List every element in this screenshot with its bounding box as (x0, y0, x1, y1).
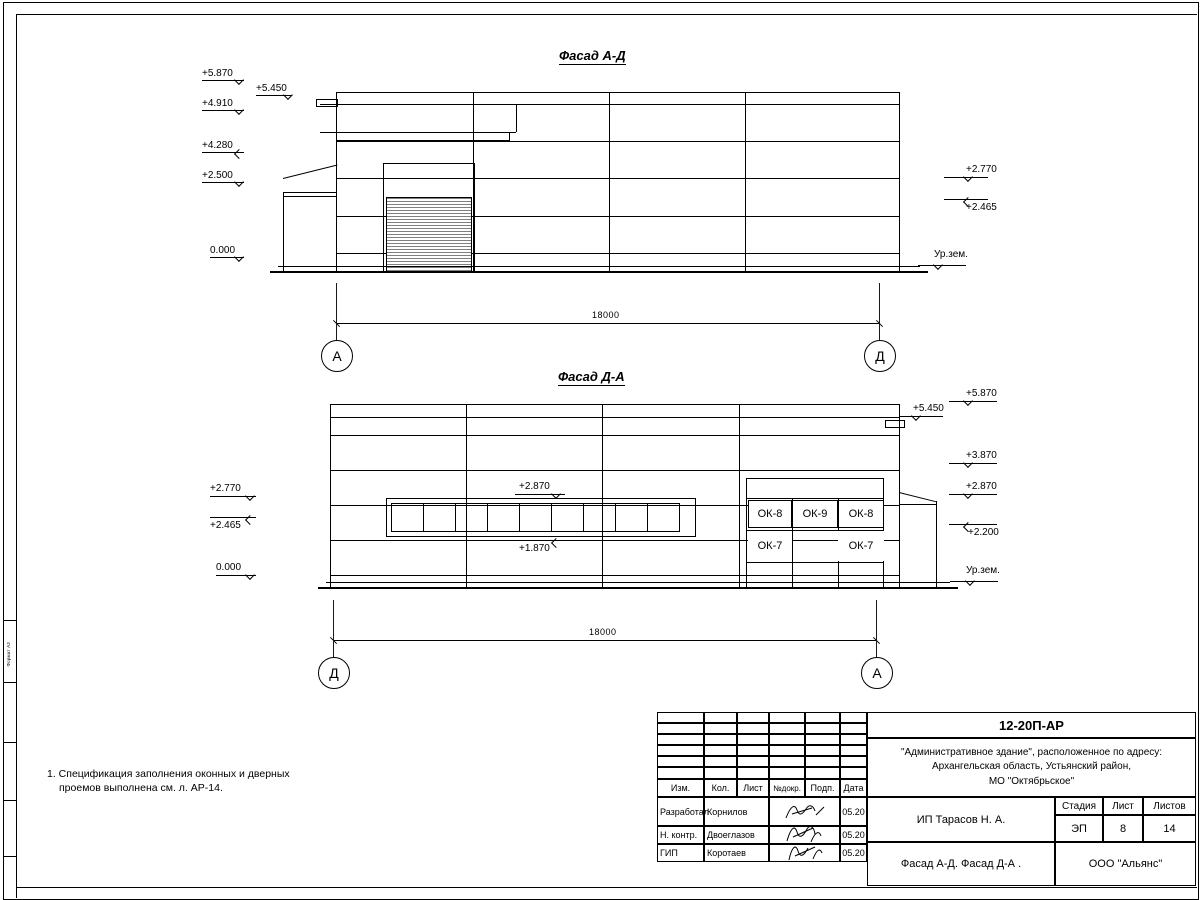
revision-cell (704, 712, 737, 723)
facade-band (330, 470, 900, 471)
revision-cell (737, 756, 769, 767)
roof-cap (885, 420, 905, 428)
wall-line (899, 404, 900, 588)
level-arrow (245, 496, 254, 505)
sheet-title: Фасад А-Д. Фасад Д-А . (900, 858, 1022, 870)
name-label: Коротаев (707, 848, 746, 858)
level-arrow (245, 575, 254, 584)
level-mark-label: +4.910 (202, 98, 233, 109)
revision-cell (805, 734, 840, 745)
level-arrow-up (963, 518, 972, 527)
revision-cell (840, 745, 867, 756)
level-leader (899, 416, 943, 417)
revision-cell (805, 723, 840, 734)
revision-cell (805, 756, 840, 767)
revision-cell (769, 756, 805, 767)
revision-cell (657, 712, 704, 723)
revision-cell (840, 734, 867, 745)
revision-cell (840, 756, 867, 767)
revision-header-label: Подп. (810, 783, 835, 793)
mullion (602, 404, 603, 588)
level-mark-label: +2.465 (966, 202, 997, 213)
role-label: ГИП (660, 848, 678, 858)
facade-a-d-title: Фасад А-Д (559, 48, 626, 63)
axis-marker-a: А (321, 340, 353, 372)
axis-extension (333, 640, 334, 658)
ground-level-label: Ур.зем. (966, 565, 1000, 576)
level-mark-label: +4.280 (202, 140, 233, 151)
ground-level-label: Ур.зем. (934, 249, 968, 260)
revision-cell (805, 712, 840, 723)
window-pane (519, 503, 552, 532)
revision-cell (704, 767, 737, 779)
window-pane (551, 503, 584, 532)
stage-header-label: Лист (1112, 800, 1134, 812)
level-arrow (963, 401, 972, 410)
window-pane (391, 503, 424, 532)
role-label: Разработал (660, 806, 709, 817)
role-label: Н. контр. (660, 830, 698, 840)
window-pane (647, 503, 680, 532)
revision-cell (657, 734, 704, 745)
level-leader (949, 463, 997, 464)
level-arrow-up (551, 534, 560, 543)
object-line: Архангельская область, Устьянский район, (931, 761, 1132, 773)
dimension-line (333, 640, 876, 641)
revision-cell (737, 767, 769, 779)
revision-cell (704, 723, 737, 734)
level-mark-label: 0.000 (216, 562, 242, 573)
level-mark-label: +2.770 (966, 164, 997, 175)
dimension-value: 18000 (589, 627, 617, 637)
revision-header-label: Лист (743, 783, 763, 793)
window-tag: ОК-8 (748, 500, 792, 528)
window-pane (583, 503, 616, 532)
window-tag: ОК-7 (748, 531, 792, 561)
window-pane (487, 503, 520, 532)
facade-band (330, 435, 900, 436)
revision-header-label: Изм. (670, 783, 691, 793)
window-ribbon-cells (391, 503, 679, 532)
project-code: 12-20П-АР (999, 717, 1064, 733)
revision-header-label: №докр. (773, 783, 801, 793)
company-name: ООО "Альянс" (1088, 858, 1163, 870)
axis-extension (876, 640, 877, 658)
revision-cell (805, 767, 840, 779)
window-tag: ОК-7 (838, 531, 884, 561)
revision-cell (704, 745, 737, 756)
mullion (739, 404, 740, 588)
window-pane (423, 503, 456, 532)
object-line: МО "Октябрьское" (988, 775, 1075, 787)
level-mark-label: +2.870 (519, 481, 550, 492)
level-mark-label: +2.200 (968, 527, 999, 538)
stage-header-label: Стадия (1061, 800, 1097, 812)
level-leader (949, 401, 997, 402)
revision-cell (657, 767, 704, 779)
revision-cell (737, 745, 769, 756)
glazing-transom (746, 498, 884, 499)
date-label: 05.20 (842, 830, 865, 840)
level-arrow (965, 581, 974, 590)
level-arrow-up (245, 511, 254, 520)
general-notes (47, 767, 377, 795)
annex-roof (899, 504, 937, 505)
revision-cell (769, 745, 805, 756)
revision-cell (769, 767, 805, 779)
sheet-number: 8 (1119, 822, 1127, 835)
facade-band (330, 417, 900, 418)
date-label: 05.20 (842, 806, 865, 817)
annex-wall (936, 501, 937, 588)
revision-cell (840, 712, 867, 723)
revision-header-label: Кол. (711, 783, 730, 793)
wall-line (330, 404, 331, 588)
mullion (466, 404, 467, 588)
object-description (867, 738, 1196, 797)
level-leader (949, 494, 997, 495)
revision-cell (805, 745, 840, 756)
revision-cell (657, 723, 704, 734)
level-mark-label: +5.870 (202, 68, 233, 79)
level-mark-label: +1.870 (519, 543, 550, 554)
name-label: Корнилов (707, 806, 748, 817)
title-block (657, 712, 1196, 886)
window-pane (615, 503, 648, 532)
revision-cell (769, 712, 805, 723)
revision-cell (704, 756, 737, 767)
revision-cell (737, 723, 769, 734)
left-strip-label: Формат А3 (6, 642, 11, 667)
level-mark-label: 0.000 (210, 245, 236, 256)
level-mark-label: +2.500 (202, 170, 233, 181)
ground-line (318, 587, 958, 589)
level-arrow (551, 494, 560, 503)
stage-value: ЭП (1071, 822, 1087, 835)
level-mark-label: +2.770 (210, 483, 241, 494)
note-line: проемов выполнена см. л. АР-14. (59, 782, 223, 795)
level-mark-label: +5.450 (256, 83, 287, 94)
level-mark-label: +5.870 (966, 388, 997, 399)
window-pane (455, 503, 488, 532)
sheet-total: 14 (1163, 822, 1176, 835)
object-line: "Административное здание", расположенное по адресу: (900, 746, 1163, 758)
customer-name: ИП Тарасов Н. А. (916, 813, 1006, 826)
level-arrow (963, 463, 972, 472)
level-arrow (911, 416, 920, 425)
name-label: Двоеглазов (707, 830, 755, 840)
level-mark-label: +2.465 (210, 520, 241, 531)
window-tag: ОК-8 (838, 500, 884, 528)
revision-cell (657, 756, 704, 767)
glazing-transom (746, 562, 884, 563)
level-mark-label: +3.870 (966, 450, 997, 461)
revision-cell (737, 712, 769, 723)
axis-marker-a: А (861, 657, 893, 689)
axis-marker-d: Д (864, 340, 896, 372)
window-tag: ОК-9 (792, 500, 838, 528)
plinth-line (326, 582, 950, 583)
annex-roof-slope (899, 492, 936, 502)
date-label: 05.20 (842, 848, 865, 858)
level-mark-label: +5.450 (913, 403, 944, 414)
revision-cell (737, 734, 769, 745)
facade-d-a-title: Фасад Д-А (558, 369, 625, 384)
revision-header-label: Дата (843, 783, 864, 793)
signature-3-icon (769, 840, 840, 864)
level-arrow (963, 494, 972, 503)
revision-cell (769, 723, 805, 734)
dimension-value: 18000 (592, 310, 620, 320)
revision-cell (657, 745, 704, 756)
level-leader (949, 524, 997, 525)
parapet-top-line (330, 404, 900, 405)
stage-header-label: Листов (1153, 800, 1186, 812)
revision-cell (840, 723, 867, 734)
revision-cell (840, 767, 867, 779)
note-line: 1. Спецификация заполнения оконных и дверных (47, 768, 290, 780)
level-mark-label: +2.870 (966, 481, 997, 492)
axis-marker-d: Д (318, 657, 350, 689)
revision-cell (704, 734, 737, 745)
revision-cell (769, 734, 805, 745)
